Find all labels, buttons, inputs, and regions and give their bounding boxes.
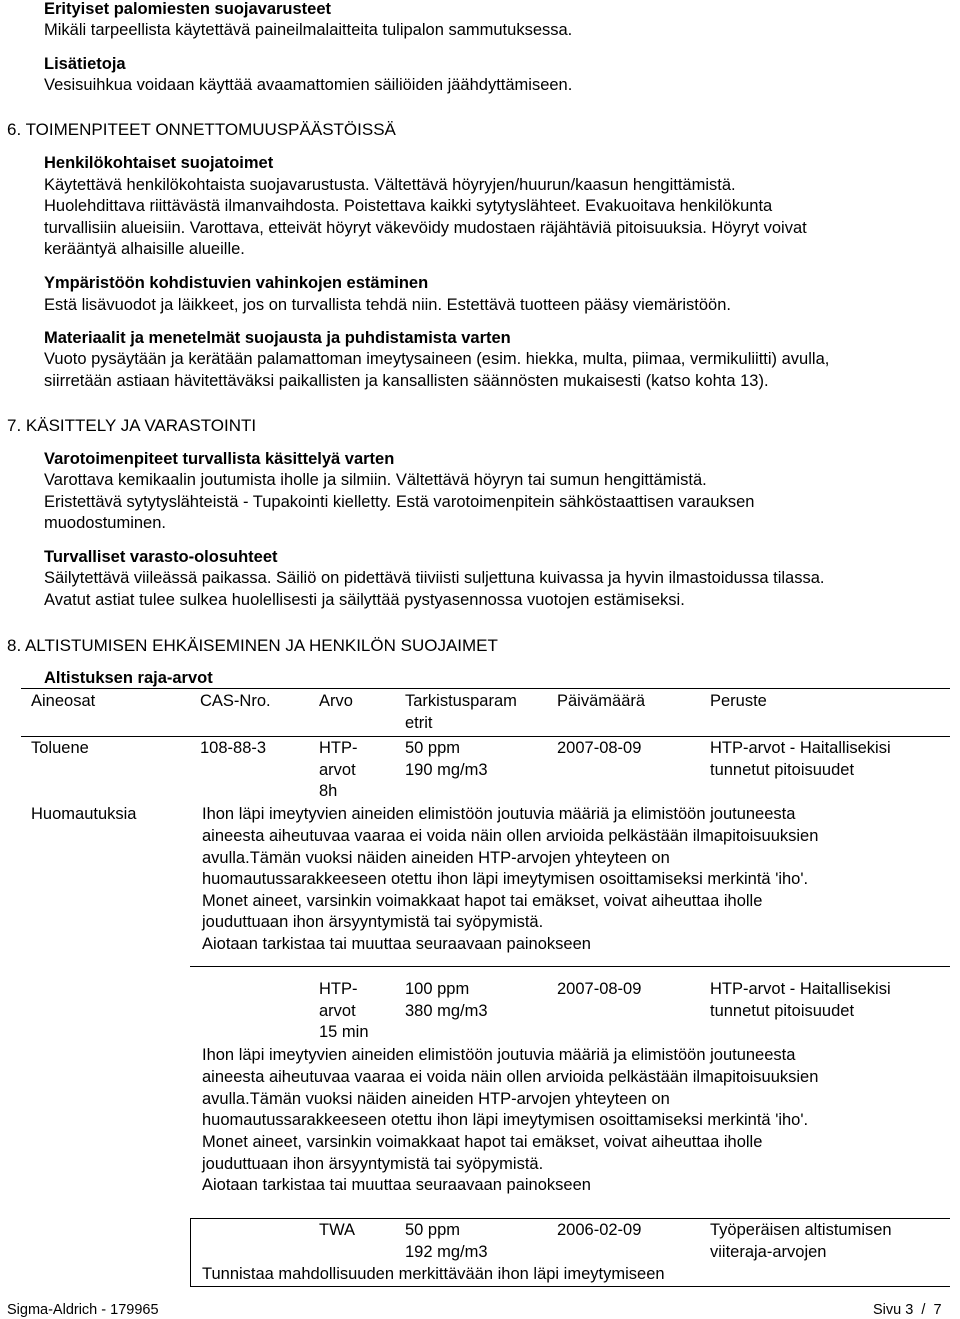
ppe-heading: Henkilökohtaiset suojatoimet — [44, 154, 274, 172]
row2-value: arvot — [319, 1002, 356, 1020]
section-8-title: 8. ALTISTUMISEN EHKÄISEMINEN JA HENKILÖN SUOJAIMET — [7, 636, 498, 655]
row1-param: 190 mg/m3 — [405, 761, 488, 779]
row3-param: 50 ppm — [405, 1221, 461, 1239]
env-heading: Ympäristöön kohdistuvien vahinkojen estäminen — [44, 274, 429, 292]
row1-value: HTP- — [319, 739, 358, 757]
row3-basis: viiteraja-arvojen — [710, 1243, 827, 1261]
col-header-params-cont: etrit — [405, 714, 433, 732]
remark-line: Ihon läpi imeytyvien aineiden elimistöön joutuvia määriä ja elimistöön joutuneesta — [202, 805, 796, 823]
env-text: Estä lisävuodot ja läikkeet, jos on turvallista tehdä niin. Estettävä tuotteen pääsy viemäristöön. — [44, 296, 731, 314]
section-6-title: 6. TOIMENPITEET ONNETTOMUUSPÄÄSTÖISSÄ — [7, 120, 396, 139]
table-rule-row2 — [190, 966, 950, 967]
handling-heading: Varotoimenpiteet turvallista käsittelyä varten — [44, 450, 395, 468]
handling-line: Eristettävä sytytyslähteistä - Tupakointi kielletty. Estä varotoimenpitein sähköstaattisen varauksen — [44, 493, 755, 511]
remark-line: Aiotaan tarkistaa tai muuttaa seuraavaan painokseen — [202, 935, 591, 953]
row3-basis: Työperäisen altistumisen — [710, 1221, 892, 1239]
cleanup-line: Vuoto pysäytään ja kerätään palamattoman imeytysaineen (esim. hiekka, multa, piimaa, vermikuliitti) avulla, — [44, 350, 830, 368]
storage-heading: Turvalliset varasto-olosuhteet — [44, 548, 278, 566]
row3-param: 192 mg/m3 — [405, 1243, 488, 1261]
row1-basis: HTP-arvot - Haitallisekisi — [710, 739, 891, 757]
remark-line: avulla.Tämän vuoksi näiden aineiden HTP-arvojen yhteyteen on — [202, 849, 670, 867]
row3-date: 2006-02-09 — [557, 1221, 642, 1239]
row2-date: 2007-08-09 — [557, 980, 642, 998]
more-info-text: Vesisuihkua voidaan käyttää avaamattomien säiliöiden jäähdyttämiseen. — [44, 76, 573, 94]
row2-basis: HTP-arvot - Haitallisekisi — [710, 980, 891, 998]
col-header-date: Päivämäärä — [557, 692, 646, 710]
row2-value: 15 min — [319, 1023, 369, 1041]
remark2-line: Aiotaan tarkistaa tai muuttaa seuraavaan painokseen — [202, 1176, 591, 1194]
table-rule-row3 — [190, 1218, 950, 1219]
col-header-value: Arvo — [319, 692, 353, 710]
row1-value: 8h — [319, 782, 338, 800]
remark2-line: huomautussarakkeeseen otettu ihon läpi imeytymisen osoittamiseksi merkintä 'iho'. — [202, 1111, 809, 1129]
row1-value: arvot — [319, 761, 356, 779]
row2-param: 380 mg/m3 — [405, 1002, 488, 1020]
storage-line: Avatut astiat tulee sulkea huolellisesti ja säilyttää pystyasennossa vuotojen estämiseksi. — [44, 591, 685, 609]
footer-document-id: Sigma-Aldrich - 179965 — [7, 1302, 159, 1318]
remark-line: Monet aineet, varsinkin voimakkaat hapot tai emäkset, voivat aiheuttaa iholle — [202, 892, 763, 910]
row1-component: Toluene — [31, 739, 89, 757]
ppe-line: Käytettävä henkilökohtaista suojavarustusta. Vältettävä höyryjen/huurun/kaasun hengittämistä. — [44, 176, 736, 194]
handling-line: Varottava kemikaalin joutumista iholle ja silmiin. Vältettävä höyryn tai sumun hengittämistä. — [44, 471, 707, 489]
remark2-line: avulla.Tämän vuoksi näiden aineiden HTP-arvojen yhteyteen on — [202, 1090, 670, 1108]
remark2-line: jouduttuaan ihon ärsyyntymistä tai syöpymistä. — [202, 1155, 544, 1173]
row3-note: Tunnistaa mahdollisuuden merkittävään ihon läpi imeytymiseen — [202, 1265, 665, 1283]
ppe-line: turvallisiin alueisiin. Varottava, etteivät höyryt väkevöidy mudostaen räjähtäviä pitoisuuksia. Höyryt voivat — [44, 219, 807, 237]
ppe-line: Huolehdittava riittävästä ilmanvaihdosta. Poistettava kaikki sytytyslähteet. Evakuoitava henkilökunta — [44, 197, 773, 215]
row1-param: 50 ppm — [405, 739, 461, 757]
row2-value: HTP- — [319, 980, 358, 998]
cleanup-line: siirretään astiaan hävitettäväksi paikallisten ja kansallisten säännösten mukaisesti (katso kohta 13). — [44, 372, 769, 390]
cleanup-heading: Materiaalit ja menetelmät suojausta ja puhdistamista varten — [44, 329, 511, 347]
storage-line: Säilytettävä viileässä paikassa. Säiliö on pidettävä tiiviisti suljettuna kuivassa ja hyvin ilmastoidussa tilassa. — [44, 569, 825, 587]
row2-basis: tunnetut pitoisuudet — [710, 1002, 855, 1020]
exposure-limits-heading: Altistuksen raja-arvot — [44, 669, 213, 687]
handling-line: muodostuminen. — [44, 514, 166, 532]
remark2-line: Ihon läpi imeytyvien aineiden elimistöön joutuvia määriä ja elimistöön joutuneesta — [202, 1046, 796, 1064]
col-header-component: Aineosat — [31, 692, 96, 710]
row3-value: TWA — [319, 1221, 356, 1239]
row1-cas: 108-88-3 — [200, 739, 267, 757]
table-rule-top — [21, 688, 950, 689]
row1-basis: tunnetut pitoisuudet — [710, 761, 855, 779]
col-header-params: Tarkistusparam — [405, 692, 517, 710]
col-header-basis: Peruste — [710, 692, 767, 710]
special-equipment-heading: Erityiset palomiesten suojavarusteet — [44, 0, 332, 18]
footer-page-number: Sivu 3 / 7 — [873, 1302, 942, 1318]
remark-line: aineesta aiheutuvaa vaaraa ei voida näin ollen arvioida pelkästään ilmapitoisuuksien — [202, 827, 819, 845]
row2-param: 100 ppm — [405, 980, 470, 998]
section-7-title: 7. KÄSITTELY JA VARASTOINTI — [7, 416, 257, 435]
table-rule-bottom — [190, 1286, 950, 1287]
col-header-cas: CAS-Nro. — [200, 692, 271, 710]
more-info-heading: Lisätietoja — [44, 55, 126, 73]
table-rule-vertical — [190, 1218, 191, 1286]
remark-line: jouduttuaan ihon ärsyyntymistä tai syöpymistä. — [202, 913, 544, 931]
special-equipment-text: Mikäli tarpeellista käytettävä paineilmalaitteita tulipalon sammutuksessa. — [44, 21, 573, 39]
table-rule-header-bottom — [21, 736, 950, 737]
remarks-label: Huomautuksia — [31, 805, 137, 823]
remark-line: huomautussarakkeeseen otettu ihon läpi imeytymisen osoittamiseksi merkintä 'iho'. — [202, 870, 809, 888]
ppe-line: kerääntyä alhaisille alueille. — [44, 240, 245, 258]
remark2-line: Monet aineet, varsinkin voimakkaat hapot tai emäkset, voivat aiheuttaa iholle — [202, 1133, 763, 1151]
remark2-line: aineesta aiheutuvaa vaaraa ei voida näin ollen arvioida pelkästään ilmapitoisuuksien — [202, 1068, 819, 1086]
row1-date: 2007-08-09 — [557, 739, 642, 757]
